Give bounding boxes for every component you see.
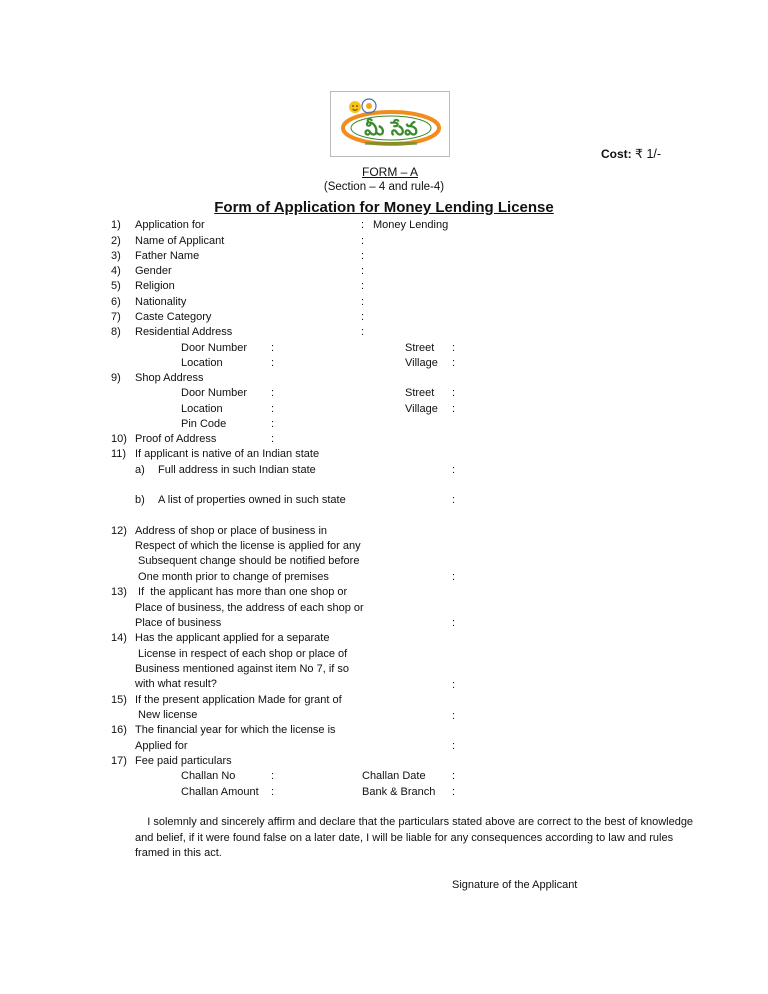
item-number: 5) — [111, 280, 121, 292]
item-number: 4) — [111, 265, 121, 277]
challan-amount-label: Challan Amount — [181, 786, 259, 798]
field-colon: : — [452, 464, 456, 476]
item-number: 13) — [111, 586, 127, 598]
item-colon: : — [361, 326, 365, 338]
cost-label — [601, 148, 661, 161]
field-colon: : — [452, 571, 456, 583]
field-colon: : — [271, 786, 275, 798]
item-number: 6) — [111, 296, 121, 308]
item-number: 11) — [111, 448, 127, 460]
item-colon: : — [361, 280, 365, 292]
cost-value: ₹ 1/- — [635, 147, 662, 161]
field-colon: : — [271, 433, 275, 445]
item-number: 10) — [111, 433, 127, 445]
item-number: 14) — [111, 632, 127, 644]
sub-item-marker: a) — [135, 464, 145, 476]
field-colon: : — [452, 740, 456, 752]
item-colon: : — [361, 311, 365, 323]
question-line: Place of business — [135, 617, 222, 629]
item-label: Application for — [135, 219, 205, 231]
challan-date-label: Challan Date — [362, 770, 426, 782]
shop-door-number-label: Door Number — [181, 387, 248, 399]
item-label: Residential Address — [135, 326, 233, 338]
item-label: Father Name — [135, 250, 200, 262]
question-line: If the applicant has more than one shop or — [135, 586, 348, 598]
question-line: Respect of which the license is applied for any — [135, 540, 361, 552]
cost-label-text: Cost: — [601, 147, 632, 161]
challan-no-label: Challan No — [181, 770, 236, 782]
item-colon: : — [361, 265, 365, 277]
item-number: 3) — [111, 250, 121, 262]
item-number: 2) — [111, 235, 121, 247]
bank-branch-label: Bank & Branch — [362, 786, 436, 798]
question-line: Place of business, the address of each shop or — [135, 602, 364, 614]
item-colon: : — [361, 296, 365, 308]
item-number: 17) — [111, 755, 127, 767]
shop-address-label: Shop Address — [135, 372, 204, 384]
field-colon: : — [452, 679, 456, 691]
item-number: 12) — [111, 525, 127, 537]
item-label: Caste Category — [135, 311, 212, 323]
question-line: License in respect of each shop or place of — [135, 648, 348, 660]
mee-seva-logo — [330, 91, 450, 157]
declaration-body: I solemnly and sincerely affirm and declare that the particulars stated above are correct to the best of knowledge and belief, if it were found false on a later date, I will be liable for any consequences according to law and rules framed in this act. — [135, 816, 694, 859]
item-number: 1) — [111, 219, 121, 231]
question-line: Business mentioned against item No 7, if so — [135, 663, 350, 675]
application-for-value: Money Lending — [373, 219, 449, 231]
question-line: Subsequent change should be notified before — [135, 555, 360, 567]
shop-pin-code-label: Pin Code — [181, 418, 227, 430]
field-colon: : — [452, 342, 456, 354]
field-colon: : — [452, 770, 456, 782]
shop-location-label: Location — [181, 403, 223, 415]
fee-paid-label: Fee paid particulars — [135, 755, 232, 767]
field-colon: : — [452, 387, 456, 399]
field-colon: : — [271, 357, 275, 369]
item-label: Gender — [135, 265, 172, 277]
item-label: Religion — [135, 280, 175, 292]
proof-of-address-label: Proof of Address — [135, 433, 217, 445]
smiley-icon — [349, 101, 361, 113]
item-label: Name of Applicant — [135, 235, 225, 247]
shop-village-label: Village — [405, 403, 438, 415]
item-number: 15) — [111, 694, 127, 706]
question-line: One month prior to change of premises — [135, 571, 329, 583]
item-number: 7) — [111, 311, 121, 323]
item-label: Nationality — [135, 296, 187, 308]
field-colon: : — [271, 403, 275, 415]
shop-street-label: Street — [405, 387, 435, 399]
full-address-label: Full address in such Indian state — [158, 464, 316, 476]
field-colon: : — [271, 418, 275, 430]
declaration-text — [135, 815, 695, 862]
question-line: Address of shop or place of business in — [135, 525, 328, 537]
field-colon: : — [452, 357, 456, 369]
residential-street-label: Street — [405, 342, 435, 354]
item-number: 16) — [111, 724, 127, 736]
field-colon: : — [452, 786, 456, 798]
main-title: Form of Application for Money Lending License — [214, 199, 554, 216]
question-line: with what result? — [135, 678, 217, 690]
question-line: New license — [135, 709, 198, 721]
residential-location-label: Location — [181, 357, 223, 369]
item-number: 9) — [111, 372, 121, 384]
field-colon: : — [452, 617, 456, 629]
mee-seva-logo-graphic — [331, 92, 449, 156]
residential-village-label: Village — [405, 357, 438, 369]
form-section: (Section – 4 and rule-4) — [323, 181, 445, 193]
item-colon: : — [361, 235, 365, 247]
field-colon: : — [271, 342, 275, 354]
item-number: 8) — [111, 326, 121, 338]
sub-item-marker: b) — [135, 494, 145, 506]
logo-text: మీ సేవ — [364, 118, 418, 140]
field-colon: : — [271, 387, 275, 399]
field-colon: : — [452, 403, 456, 415]
field-colon: : — [271, 770, 275, 782]
item-colon: : — [361, 250, 365, 262]
form-title: FORM – A — [361, 165, 418, 179]
properties-list-label: A list of properties owned in such state — [158, 494, 346, 506]
field-colon: : — [452, 710, 456, 722]
field-colon: : — [452, 494, 456, 506]
question-line: Applied for — [135, 740, 188, 752]
residential-door-number-label: Door Number — [181, 342, 248, 354]
item-colon: : — [361, 219, 365, 231]
signature-label: Signature of the Applicant — [452, 879, 578, 891]
question-line: Has the applicant applied for a separate — [135, 632, 330, 644]
native-state-label: If applicant is native of an Indian state — [135, 448, 320, 460]
question-line: The financial year for which the license is — [135, 724, 336, 736]
question-line: If the present application Made for grant of — [135, 694, 342, 706]
